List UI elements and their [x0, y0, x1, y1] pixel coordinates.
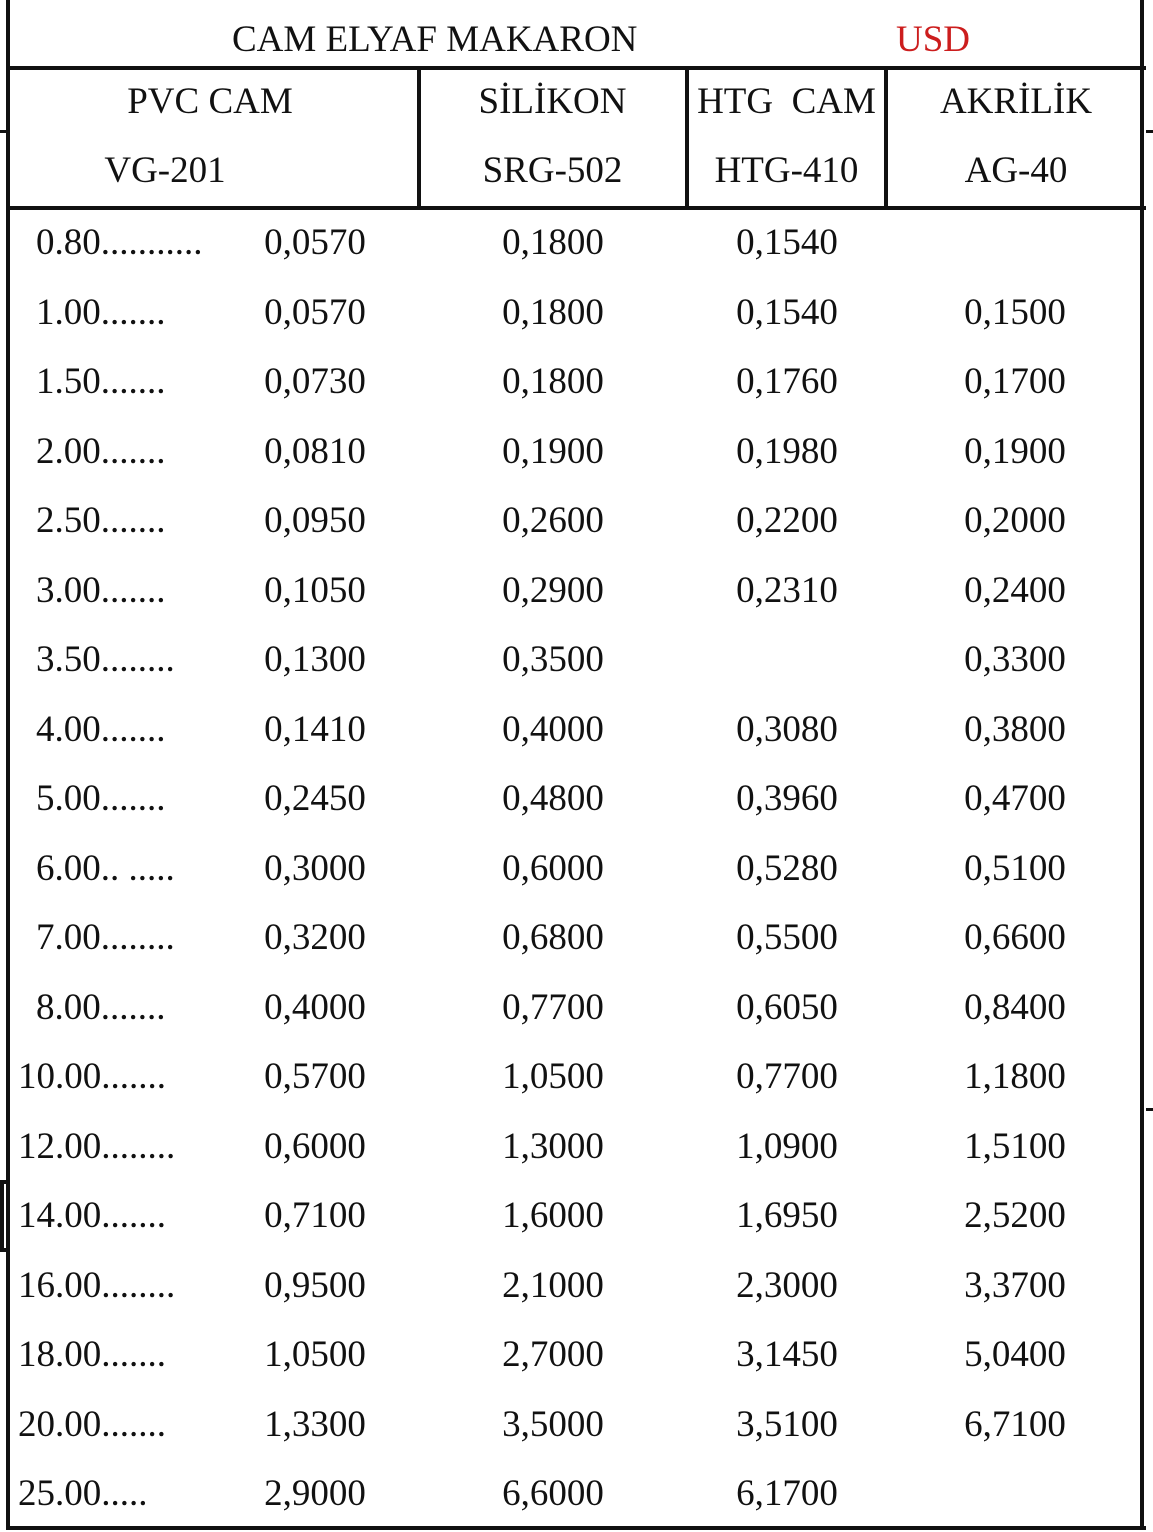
table-row	[0, 348, 1153, 418]
silikon-price-cell: 0,7700	[502, 986, 604, 1028]
silikon-price-cell: 1,0500	[502, 1056, 604, 1097]
table-row	[0, 626, 1153, 696]
pvc-price-cell: 0,6000	[264, 1125, 366, 1167]
column-header-htg: HTG CAM	[697, 81, 876, 122]
akrilik-price-cell: 0,2000	[964, 500, 1066, 541]
silikon-price-cell: 0,2600	[502, 500, 604, 541]
table-row	[0, 418, 1153, 488]
htg-price-cell: 1,0900	[736, 1125, 838, 1167]
silikon-price-cell: 0,4000	[502, 708, 604, 750]
htg-price-cell: 0,5500	[736, 917, 838, 958]
pvc-price-cell: 0,5700	[264, 1056, 366, 1097]
pvc-price-cell: 0,0730	[264, 361, 366, 402]
htg-price-cell: 0,1540	[736, 222, 838, 263]
size-cell: 18.00.......	[18, 1334, 166, 1375]
htg-price-cell: 2,3000	[736, 1264, 838, 1306]
column-header-akrilik: AKRİLİK	[939, 81, 1093, 122]
akrilik-price-cell: 3,3700	[964, 1264, 1066, 1306]
silikon-price-cell: 6,6000	[502, 1473, 604, 1514]
silikon-price-cell: 1,6000	[502, 1195, 604, 1236]
table-row	[0, 1321, 1153, 1391]
akrilik-price-cell: 0,1500	[964, 291, 1066, 333]
akrilik-price-cell: 0,6600	[964, 917, 1066, 958]
silikon-price-cell: 2,1000	[502, 1264, 604, 1306]
size-cell: 10.00.......	[18, 1056, 166, 1097]
silikon-price-cell: 0,4800	[502, 778, 604, 819]
pvc-price-cell: 0,1050	[264, 569, 366, 611]
size-cell: 0.80...........	[36, 222, 203, 263]
htg-price-cell: 0,7700	[736, 1056, 838, 1097]
htg-price-cell: 0,5280	[736, 847, 838, 889]
size-cell: 2.50.......	[36, 500, 166, 541]
size-cell: 12.00........	[18, 1125, 176, 1167]
size-cell: 25.00.....	[18, 1473, 148, 1514]
akrilik-price-cell: 0,2400	[964, 569, 1066, 611]
akrilik-price-cell: 6,7100	[964, 1403, 1066, 1445]
table-row	[0, 487, 1153, 557]
silikon-price-cell: 0,1900	[502, 430, 604, 472]
pvc-price-cell: 0,3000	[264, 847, 366, 889]
silikon-price-cell: 0,1800	[502, 361, 604, 402]
htg-price-cell: 0,1760	[736, 361, 838, 402]
htg-price-cell: 0,3080	[736, 708, 838, 750]
size-cell: 14.00.......	[18, 1195, 166, 1236]
pvc-price-cell: 0,1410	[264, 708, 366, 750]
table-row	[0, 1182, 1153, 1252]
table-row	[0, 209, 1153, 279]
silikon-price-cell: 0,2900	[502, 569, 604, 611]
akrilik-price-cell: 0,5100	[964, 847, 1066, 889]
pvc-price-cell: 0,3200	[264, 917, 366, 958]
silikon-price-cell: 0,6800	[502, 917, 604, 958]
edge-mark	[0, 130, 6, 133]
size-cell: 7.00........	[36, 917, 175, 958]
table-row	[0, 696, 1153, 766]
pvc-price-cell: 1,0500	[264, 1334, 366, 1375]
htg-price-cell: 6,1700	[736, 1473, 838, 1514]
pvc-price-cell: 0,0950	[264, 500, 366, 541]
column-header-silikon: SİLİKON	[478, 81, 627, 122]
silikon-price-cell: 0,6000	[502, 847, 604, 889]
size-cell: 3.00.......	[36, 569, 166, 611]
pvc-price-cell: 0,4000	[264, 986, 366, 1028]
akrilik-price-cell: 0,1700	[964, 361, 1066, 402]
table-row	[0, 835, 1153, 905]
silikon-price-cell: 0,3500	[502, 639, 604, 680]
htg-price-cell: 3,5100	[736, 1403, 838, 1445]
htg-price-cell: 0,6050	[736, 986, 838, 1028]
akrilik-price-cell: 0,1900	[964, 430, 1066, 472]
column-code-htg: HTG-410	[714, 150, 859, 191]
currency-label: USD	[896, 19, 971, 60]
size-cell: 20.00.......	[18, 1403, 166, 1445]
akrilik-price-cell: 1,5100	[964, 1125, 1066, 1167]
pvc-price-cell: 0,1300	[264, 639, 366, 680]
htg-price-cell: 0,3960	[736, 778, 838, 819]
akrilik-price-cell: 2,5200	[964, 1195, 1066, 1236]
table-row	[0, 279, 1153, 349]
table-row	[0, 974, 1153, 1044]
size-cell: 4.00.......	[36, 708, 166, 750]
pvc-price-cell: 0,9500	[264, 1264, 366, 1306]
table-row	[0, 557, 1153, 627]
silikon-price-cell: 0,1800	[502, 291, 604, 333]
pvc-price-cell: 0,7100	[264, 1195, 366, 1236]
size-cell: 16.00........	[18, 1264, 176, 1306]
pvc-price-cell: 0,0810	[264, 430, 366, 472]
edge-mark	[1146, 130, 1153, 133]
silikon-price-cell: 1,3000	[502, 1125, 604, 1167]
silikon-price-cell: 3,5000	[502, 1403, 604, 1445]
size-cell: 2.00.......	[36, 430, 166, 472]
column-code-akrilik: AG-40	[964, 150, 1068, 191]
size-cell: 8.00.......	[36, 986, 166, 1028]
column-header-pvc: PVC CAM	[127, 81, 293, 122]
akrilik-price-cell: 5,0400	[964, 1334, 1066, 1375]
pvc-price-cell: 2,9000	[264, 1473, 366, 1514]
htg-price-cell: 0,1980	[736, 430, 838, 472]
table-row	[0, 1391, 1153, 1461]
size-cell: 3.50........	[36, 639, 175, 680]
pvc-price-cell: 1,3300	[264, 1403, 366, 1445]
column-code-pvc: VG-201	[104, 150, 226, 191]
akrilik-price-cell: 0,3300	[964, 639, 1066, 680]
size-cell: 6.00.. .....	[36, 847, 175, 889]
htg-price-cell: 1,6950	[736, 1195, 838, 1236]
htg-price-cell: 0,2310	[736, 569, 838, 611]
header-divider	[6, 66, 1146, 70]
price-rows	[0, 209, 1153, 1530]
page-title: CAM ELYAF MAKARON	[232, 19, 638, 60]
table-row	[0, 1113, 1153, 1183]
size-cell: 1.00.......	[36, 291, 166, 333]
akrilik-price-cell: 1,1800	[964, 1056, 1066, 1097]
table-row	[0, 1043, 1153, 1113]
size-cell: 1.50.......	[36, 361, 166, 402]
htg-price-cell: 0,1540	[736, 291, 838, 333]
table-row	[0, 904, 1153, 974]
akrilik-price-cell: 0,3800	[964, 708, 1066, 750]
htg-price-cell: 0,2200	[736, 500, 838, 541]
pvc-price-cell: 0,0570	[264, 291, 366, 333]
htg-price-cell: 3,1450	[736, 1334, 838, 1375]
pvc-price-cell: 0,2450	[264, 778, 366, 819]
silikon-price-cell: 2,7000	[502, 1334, 604, 1375]
pvc-price-cell: 0,0570	[264, 222, 366, 263]
table-row	[0, 1252, 1153, 1322]
size-cell: 5.00.......	[36, 778, 166, 819]
table-row	[0, 1460, 1153, 1530]
column-code-silikon: SRG-502	[482, 150, 623, 191]
akrilik-price-cell: 0,8400	[964, 986, 1066, 1028]
akrilik-price-cell: 0,4700	[964, 778, 1066, 819]
silikon-price-cell: 0,1800	[502, 222, 604, 263]
table-row	[0, 765, 1153, 835]
